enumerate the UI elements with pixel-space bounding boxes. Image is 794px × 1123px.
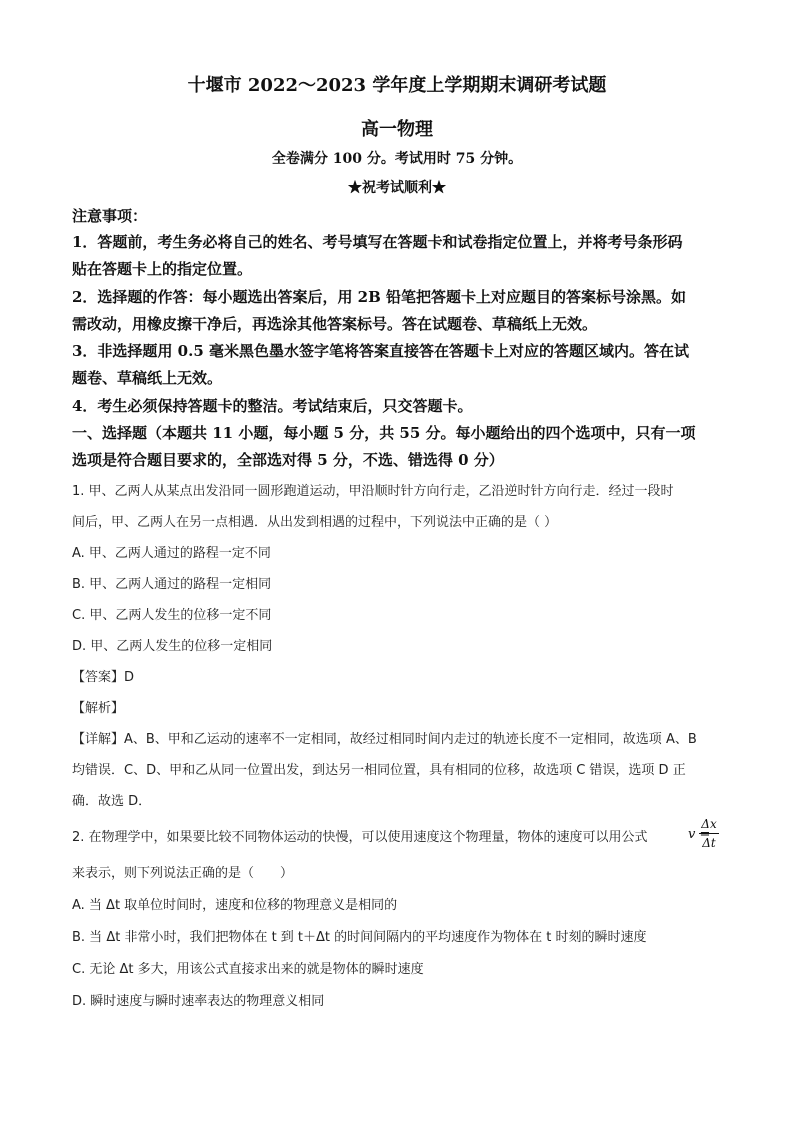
formula-numerator: Δx [701,817,717,831]
exam-title: 十堰市 2022～2023 学年度上学期期末调研考试题 [187,75,607,96]
q1-option-b: B. 甲、乙两人通过的路程一定相同 [72,577,272,592]
formula-denominator: Δt [702,836,716,850]
q1-stem-line-2: 间后，甲、乙两人在另一点相遇．从出发到相遇的过程中，下列说法中正确的是（ ） [72,515,558,530]
q2-option-c: C. 无论 Δt 多大，用该公式直接求出来的就是物体的瞬时速度 [72,962,424,977]
q1-option-c: C. 甲、乙两人发生的位移一定不同 [72,608,272,623]
notice-item-2-line-1: 2．选择题的作答：每小题选出答案后，用 2B 铅笔把答题卡上对应题目的答案标号涂黑。如 [72,288,687,306]
notice-item-1-line-2: 贴在答题卡上的指定位置。 [72,260,253,278]
q2-option-a: A. 当 Δt 取单位时间时，速度和位移的物理意义是相同的 [72,898,398,913]
notice-item-2-line-2: 需改动，用橡皮擦干净后，再选涂其他答案标号。答在试题卷、草稿纸上无效。 [72,315,598,333]
q2-stem-line-2: 来表示，则下列说法正确的是（ ） [72,866,294,881]
q2-stem-line-1: 2. 在物理学中，如果要比较不同物体运动的快慢，可以使用速度这个物理量，物体的速度可以用公式 [72,830,648,845]
notice-heading: 注意事项： [72,207,148,225]
q1-option-d: D. 甲、乙两人发生的位移一定相同 [72,639,273,654]
notice-item-1-line-1: 1．答题前，考生务必将自己的姓名、考号填写在答题卡和试卷指定位置上，并将考号条形码 [72,233,683,251]
q2-option-b: B. 当 Δt 非常小时，我们把物体在 t 到 t＋Δt 的时间间隔内的平均速度作为物体在 t 时刻的瞬时速度 [72,930,647,945]
velocity-formula-lhs: v = [688,827,711,842]
q1-analysis-label: 【解析】 [72,701,125,716]
q1-detail-line-3: 确．故选 D． [72,794,152,809]
q2-option-d: D. 瞬时速度与瞬时速率表达的物理意义相同 [72,994,325,1009]
velocity-formula-fraction [699,817,719,850]
subject-title: 高一物理 [361,119,433,140]
q1-option-a: A. 甲、乙两人通过的路程一定不同 [72,546,271,561]
notice-item-3-line-2: 题卷、草稿纸上无效。 [72,369,223,387]
section-1-heading-line-2: 选项是符合题目要求的，全部选对得 5 分，不选、错选得 0 分） [72,451,504,469]
notice-item-4: 4．考生必须保持答题卡的整洁。考试结束后，只交答题卡。 [72,397,473,415]
q1-detail-line-1: 【详解】A、B、甲和乙运动的速率不一定相同，故经过相同时间内走过的轨迹长度不一定相同，故选项 A、B [72,732,697,747]
section-1-heading-line-1: 一、选择题（本题共 11 小题，每小题 5 分，共 55 分。每小题给出的四个选项中，只有一项 [72,424,696,442]
q1-stem-line-1: 1. 甲、乙两人从某点出发沿同一圆形跑道运动，甲沿顺时针方向行走，乙沿逆时针方向行走．经过一段时 [72,484,674,499]
exam-info: 全卷满分 100 分。考试用时 75 分钟。 [271,151,523,167]
fraction-bar [699,833,719,834]
notice-item-3-line-1: 3．非选择题用 0.5 毫米黑色墨水签字笔将答案直接答在答题卡上对应的答题区域内。答在试 [72,342,689,360]
q1-detail-line-2: 均错误．C、D、甲和乙从同一位置出发，到达另一相同位置，具有相同的位移，故选项 C 错误，选项 D 正 [72,763,686,778]
q1-answer: 【答案】D [72,670,135,685]
good-luck-line: ★祝考试顺利★ [348,180,446,196]
